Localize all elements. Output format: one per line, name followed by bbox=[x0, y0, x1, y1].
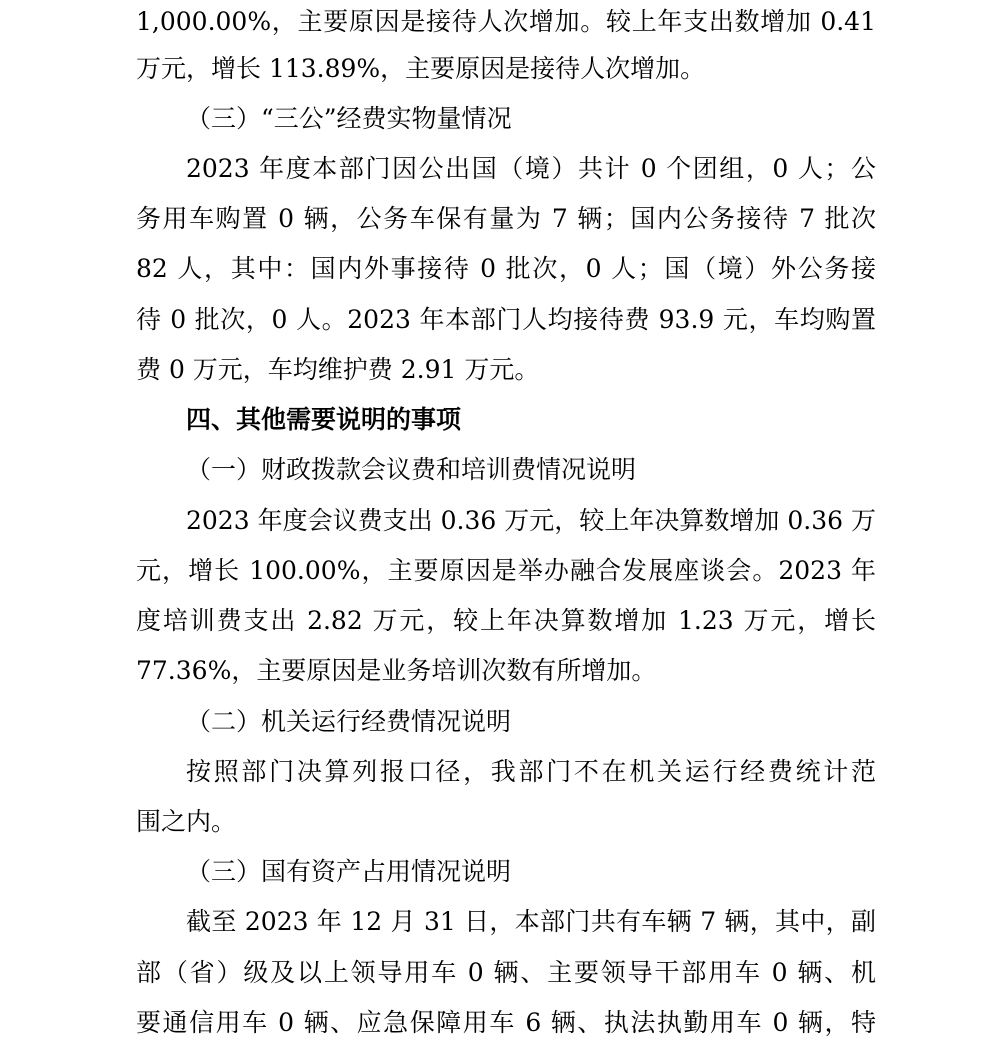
paragraph-line: 费 0 万元，车均维护费 2.91 万元。 bbox=[136, 355, 540, 384]
paragraph-line: 元，增长 100.00%，主要原因是举办融合发展座谈会。2023 年 bbox=[136, 556, 876, 585]
paragraph-line: 要通信用车 0 辆、应急保障用车 6 辆、执法执勤用车 0 辆，特 bbox=[136, 1008, 876, 1037]
subheading-operation-funds: （二）机关运行经费情况说明 bbox=[186, 707, 512, 736]
paragraph-line: 2023 年度会议费支出 0.36 万元，较上年决算数增加 0.36 万 bbox=[186, 506, 876, 535]
paragraph-line: 万元，增长 113.89%，主要原因是接待人次增加。 bbox=[136, 54, 706, 83]
paragraph-line: 截至 2023 年 12 月 31 日，本部门共有车辆 7 辆，其中，副 bbox=[186, 907, 876, 936]
subheading-state-assets: （三）国有资产占用情况说明 bbox=[186, 857, 512, 886]
paragraph-line: 部（省）级及以上领导用车 0 辆、主要领导干部用车 0 辆、机 bbox=[136, 958, 876, 987]
subheading-meeting-training: （一）财政拨款会议费和培训费情况说明 bbox=[186, 455, 637, 484]
paragraph-line: 77.36%，主要原因是业务培训次数有所增加。 bbox=[136, 656, 657, 685]
paragraph-line: 2023 年度本部门因公出国（境）共计 0 个团组，0 人；公 bbox=[186, 154, 876, 183]
paragraph-line: 1,000.00%，主要原因是接待人次增加。较上年支出数增加 0.41 bbox=[136, 7, 876, 36]
paragraph-line: 围之内。 bbox=[136, 807, 237, 836]
paragraph-line: 度培训费支出 2.82 万元，较上年决算数增加 1.23 万元，增长 bbox=[136, 606, 876, 635]
subheading-sangong-physical: （三）“三公”经费实物量情况 bbox=[186, 104, 512, 133]
paragraph-line: 82 人，其中：国内外事接待 0 批次，0 人；国（境）外公务接 bbox=[136, 254, 876, 283]
section-heading-other-matters: 四、其他需要说明的事项 bbox=[186, 405, 462, 434]
paragraph-line: 按照部门决算列报口径，我部门不在机关运行经费统计范 bbox=[186, 757, 876, 786]
paragraph-line: 务用车购置 0 辆，公务车保有量为 7 辆；国内公务接待 7 批次 bbox=[136, 204, 876, 233]
paragraph-line: 待 0 批次，0 人。2023 年本部门人均接待费 93.9 元，车均购置 bbox=[136, 305, 876, 334]
